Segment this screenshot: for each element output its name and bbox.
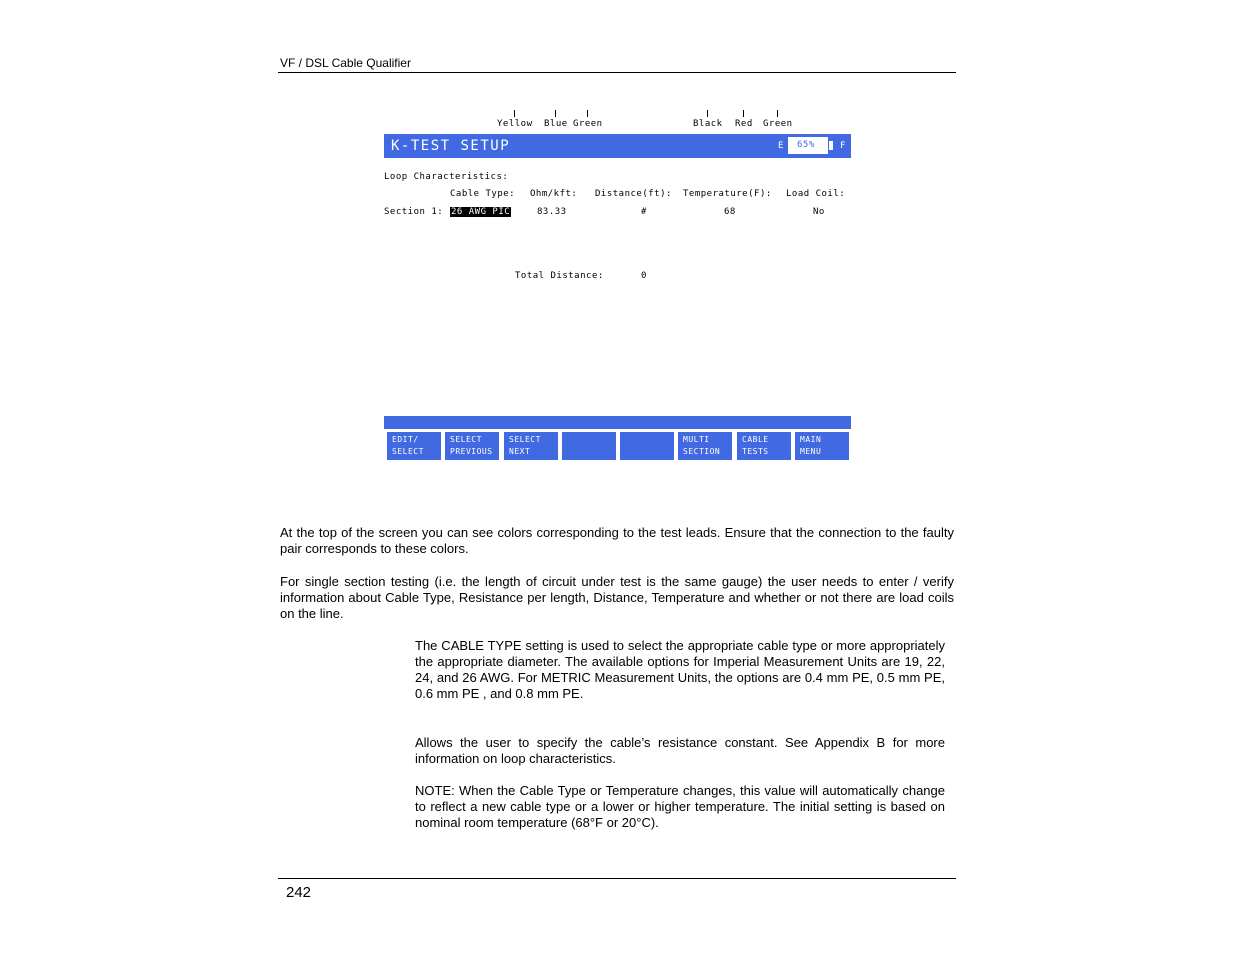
distance-field[interactable]: #	[641, 207, 647, 217]
softkey-header-bar	[384, 416, 851, 429]
paragraph-single-section: For single section testing (i.e. the length of circuit under test is the same gauge) the user needs to enter / verify information about Cable Type, Resistance per length, Distance, Temperature and whether or not there are load coils on the line.	[280, 574, 954, 621]
lead-label-blue: Blue	[544, 110, 568, 129]
lead-label-black: Black	[693, 110, 723, 129]
loop-characteristics-heading: Loop Characteristics:	[384, 172, 509, 182]
cable-type-field[interactable]: 26 AWG PIC	[451, 207, 511, 217]
screen-title-bar	[384, 134, 851, 158]
battery-empty-label: E	[778, 141, 784, 151]
column-distance: Distance(ft):	[595, 189, 672, 199]
main-menu-softkey[interactable]: MAIN MENU	[795, 432, 849, 460]
column-ohm-kft: Ohm/kft:	[530, 189, 578, 199]
battery-terminal	[829, 141, 833, 150]
battery-icon	[788, 137, 828, 154]
ohm-kft-field[interactable]: 83.33	[537, 207, 567, 217]
document-header-title: VF / DSL Cable Qualifier	[280, 56, 411, 70]
blank-softkey-2[interactable]	[620, 432, 674, 460]
softkey-row	[384, 430, 851, 462]
load-coil-field[interactable]: No	[813, 207, 825, 217]
lead-label-green: Green	[573, 110, 603, 129]
paragraph-test-leads: At the top of the screen you can see colors corresponding to the test leads. Ensure that the connection to the faulty pair corresponds to these colors.	[280, 525, 954, 556]
column-cable-type: Cable Type:	[450, 189, 516, 199]
screen-title: K-TEST SETUP	[391, 138, 511, 154]
blank-softkey-1[interactable]	[562, 432, 616, 460]
select-previous-softkey[interactable]: SELECT PREVIOUS	[445, 432, 499, 460]
cable-tests-softkey[interactable]: CABLE TESTS	[737, 432, 791, 460]
footer-rule	[278, 878, 956, 879]
multi-section-softkey[interactable]: MULTI SECTION	[678, 432, 732, 460]
paragraph-note: NOTE: When the Cable Type or Temperature changes, this value will automatically change to reflect a new cable type or a lower or higher temperature. The initial setting is based on nominal room temperature (68°F or 20°C).	[415, 783, 945, 830]
paragraph-resistance-constant: Allows the user to specify the cable’s resistance constant. See Appendix B for more information on loop characteristics.	[415, 735, 945, 766]
lead-label-green-2: Green	[763, 110, 793, 129]
section-row-label: Section 1:	[384, 207, 444, 217]
edit-select-softkey[interactable]: EDIT/ SELECT	[387, 432, 441, 460]
k-test-setup-screen	[384, 110, 851, 462]
column-load-coil: Load Coil:	[786, 189, 846, 199]
temperature-field[interactable]: 68	[724, 207, 736, 217]
battery-full-label: F	[840, 141, 846, 151]
lead-label-yellow: Yellow	[497, 110, 533, 129]
paragraph-cable-type: The CABLE TYPE setting is used to select the appropriate cable type or more appropriately the appropriate diameter. The available options for Imperial Measurement Units are 19, 22, 24, and 26 AWG. For METRIC Measurement Units, the options are 0.4 mm PE, 0.5 mm PE, 0.6 mm PE , and 0.8 mm PE.	[415, 638, 945, 701]
select-next-softkey[interactable]: SELECT NEXT	[504, 432, 558, 460]
page-number: 242	[286, 884, 312, 901]
header-rule	[278, 72, 956, 73]
total-distance-label: Total Distance:	[515, 271, 604, 281]
lead-label-red: Red	[735, 110, 753, 129]
battery-level: 65%	[797, 140, 815, 150]
total-distance-value: 0	[641, 271, 647, 281]
column-temperature: Temperature(F):	[683, 189, 772, 199]
